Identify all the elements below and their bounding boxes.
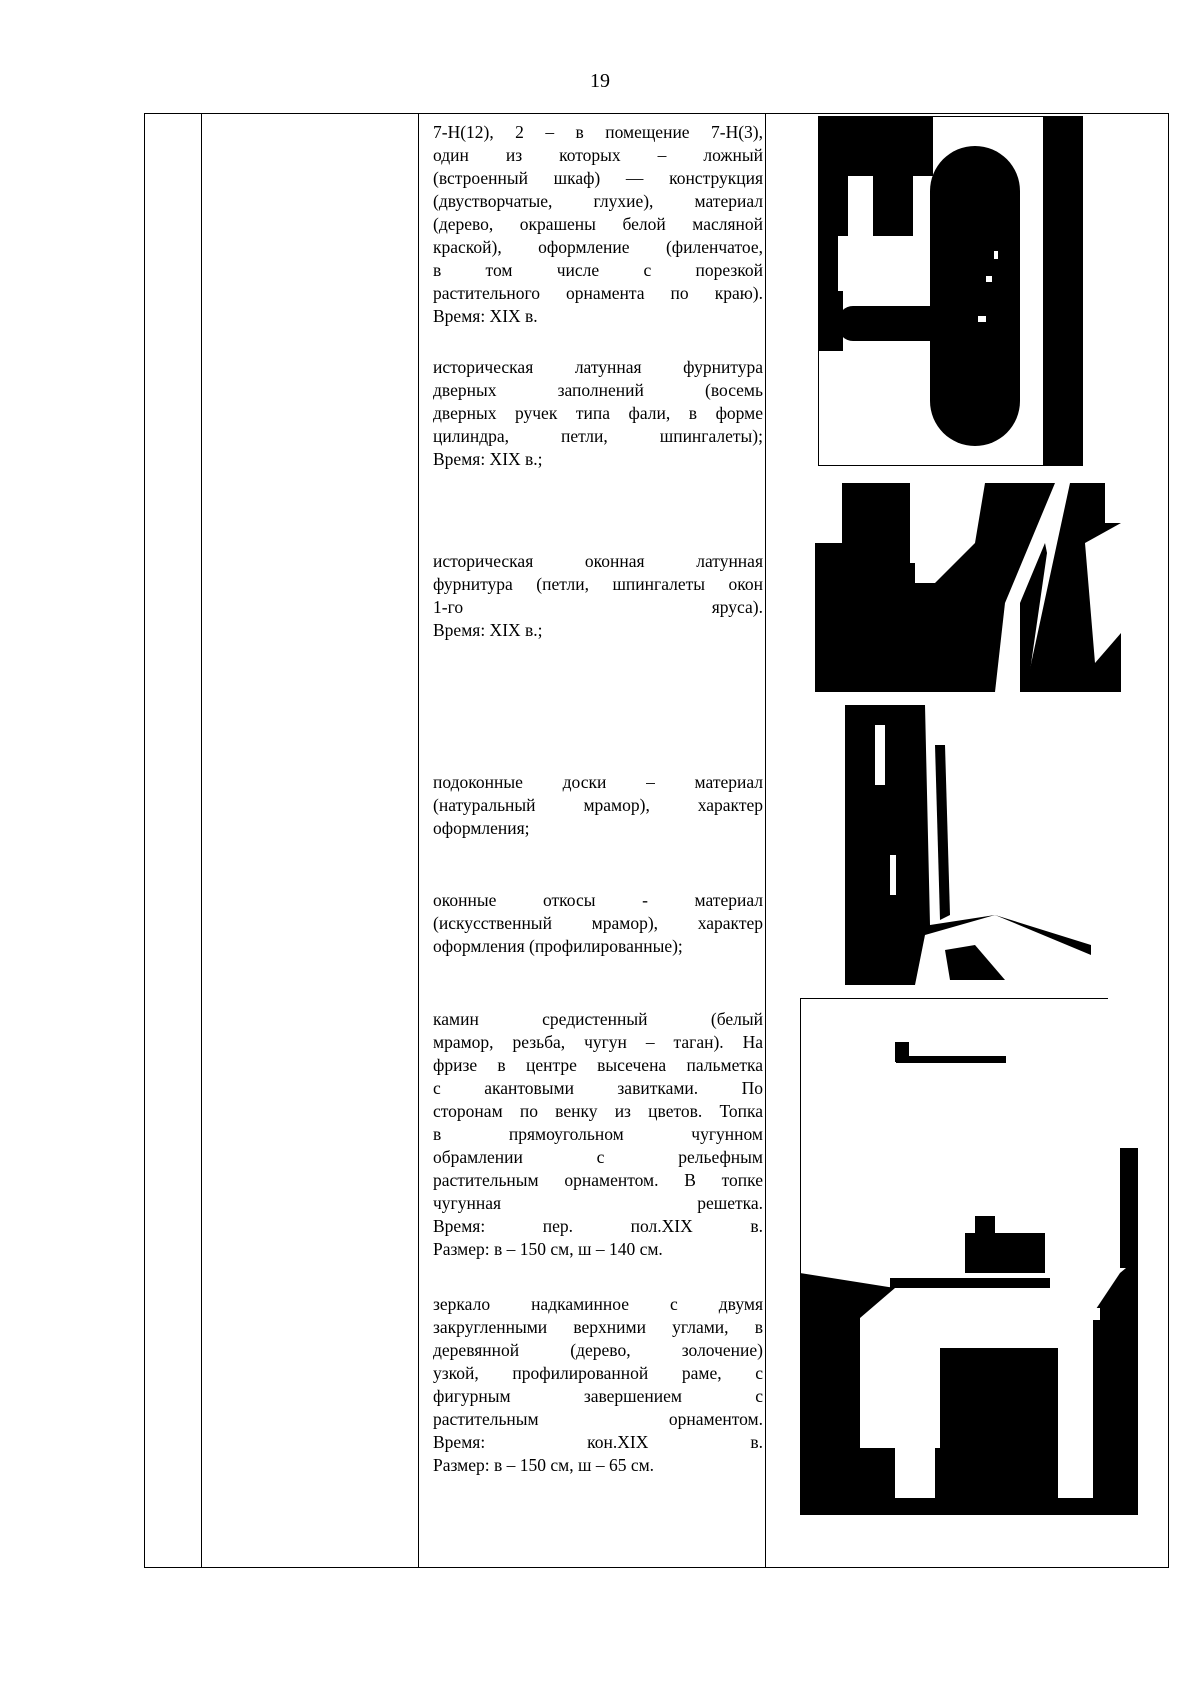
text-line: (двустворчатые, глухие), материал [433,191,763,211]
text-line: узкой, профилированной раме, с [433,1363,763,1383]
page-number: 19 [590,70,610,92]
text-line: растительным орнаментом. [433,1409,763,1429]
entry-door-hardware [433,356,763,471]
text-line: (встроенный шкаф) — конструкция [433,168,763,188]
column-divider [765,114,766,1567]
text-line: с акантовыми завитками. По [433,1078,763,1098]
text-line: камин средистенный (белый [433,1009,763,1029]
text-line: Время: XIX в. [433,306,538,326]
text-line: (искусственный мрамор), характер [433,913,763,933]
text-line: историческая оконная латунная [433,551,763,571]
photo-door-handle [818,116,1108,466]
text-line: (дерево, окрашены белой масляной [433,214,763,234]
text-line: деревянной (дерево, золочение) [433,1340,763,1360]
text-line: растительного орнамента по краю). [433,283,763,303]
text-line: 1-го яруса). [433,597,763,617]
text-line: 7-Н(12), 2 – в помещение 7-Н(3), [433,122,763,142]
text-line: обрамлении с рельефным [433,1147,763,1167]
column-divider [418,114,419,1567]
text-line: сторонам по венку из цветов. Топка [433,1101,763,1121]
text-line: закругленными верхними углами, в [433,1317,763,1337]
text-line: дверных заполнений (восемь [433,380,763,400]
text-line: Время: кон.XIX в. [433,1432,763,1452]
text-line: один из которых – ложный [433,145,763,165]
text-line: оконные откосы - материал [433,890,763,910]
text-line: цилиндра, петли, шпингалеты); [433,426,763,446]
text-line: оформления; [433,818,530,838]
fireplace-image [800,998,1138,1515]
text-line: (натуральный мрамор), характер [433,795,763,815]
text-line: фризе в центре высечена пальметка [433,1055,763,1075]
entry-window-hardware [433,550,763,642]
text-line: фурнитура (петли, шпингалеты окон [433,574,763,594]
text-line: оформления (профилированные); [433,936,683,956]
text-line: Время: XIX в.; [433,449,543,469]
text-line: историческая латунная фурнитура [433,357,763,377]
entry-window-slopes [433,889,763,958]
window-hardware-image [815,483,1121,692]
photo-window-slope [845,705,1091,985]
text-line: Размер: в – 150 см, ш – 65 см. [433,1455,655,1475]
text-line: в прямоугольном чугунном [433,1124,763,1144]
text-line: краской), оформление (филенчатое, [433,237,763,257]
photo-fireplace [800,998,1138,1515]
text-line: зеркало надкаминное с двумя [433,1294,763,1314]
text-line: подоконные доски – материал [433,772,763,792]
text-line: растительным орнаментом. В топке [433,1170,763,1190]
text-line: дверных ручек типа фали, в форме [433,403,763,423]
entry-fireplace [433,1008,763,1261]
column-divider [201,114,202,1567]
text-line: Время: пер. пол.XIX в. [433,1216,763,1236]
text-line: в том числе с порезкой [433,260,763,280]
entry-window-sills [433,771,763,840]
text-line: Время: XIX в.; [433,620,543,640]
entry-mirror [433,1293,763,1477]
text-line: фигурным завершением с [433,1386,763,1406]
door-handle-image [818,116,1108,466]
window-slope-image [845,705,1091,985]
text-line: чугунная решетка. [433,1193,763,1213]
text-line: Размер: в – 150 см, ш – 140 см. [433,1239,663,1259]
entry-doors [433,121,763,328]
photo-window-hardware [815,483,1121,692]
text-line: мрамор, резьба, чугун – таган). На [433,1032,763,1052]
